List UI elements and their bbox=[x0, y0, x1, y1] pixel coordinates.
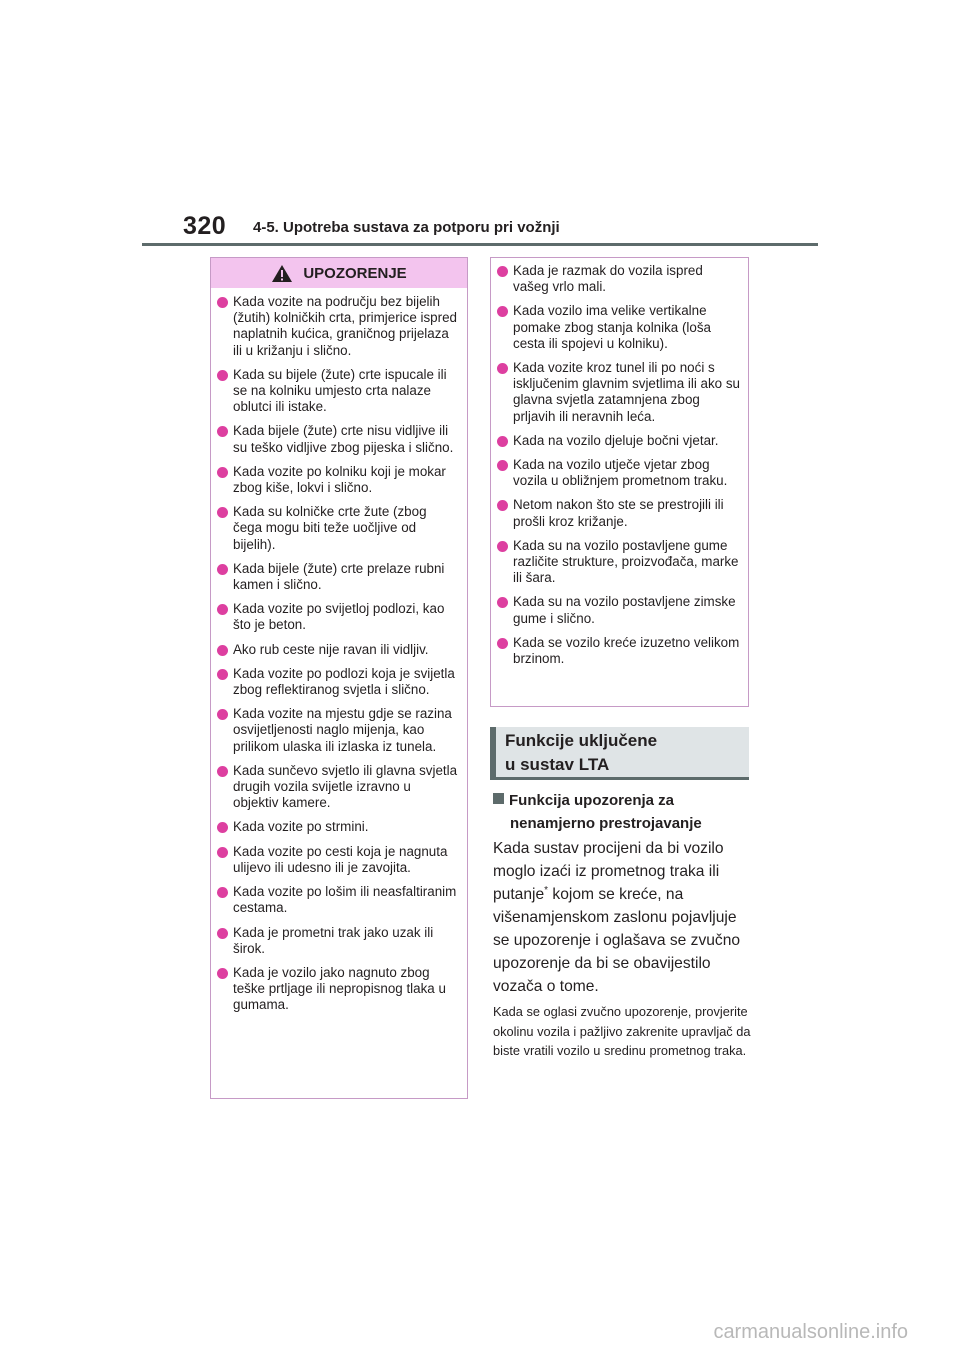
bullet-icon bbox=[497, 638, 508, 649]
bullet-icon bbox=[497, 460, 508, 471]
list-item: Kada vozite kroz tunel ili po noći s isključenim glavnim svjetlima ili ako su glavna svjetla zatamnjena zbog prljavih ili neravnih leća. bbox=[497, 360, 740, 425]
list-item: Kada je vozilo jako nagnuto zbog teške prtljage ili nepropisnog tlaka u gumama. bbox=[217, 965, 459, 1014]
list-item: Netom nakon što ste se prestrojili ili prošli kroz križanje. bbox=[497, 497, 740, 529]
bullet-icon bbox=[217, 426, 228, 437]
bullet-icon bbox=[217, 645, 228, 656]
list-item: Kada je prometni trak jako uzak ili širok. bbox=[217, 925, 459, 957]
section-title: 4-5. Upotreba sustava za potporu pri vožnji bbox=[253, 219, 560, 236]
warning-list bbox=[211, 288, 467, 1014]
list-item: Kada na vozilo utječe vjetar zbog vozila u obližnjem prometnom traku. bbox=[497, 457, 740, 489]
bullet-icon bbox=[497, 436, 508, 447]
bullet-icon bbox=[217, 564, 228, 575]
bullet-icon bbox=[217, 604, 228, 615]
square-bullet-icon bbox=[493, 793, 504, 804]
note-paragraph: Kada se oglasi zvučno upozorenje, provjerite okolinu vozila i pažljivo zakrenite upravljač da biste vratili vozilo u sredinu prometnog traka. bbox=[493, 1004, 751, 1058]
bullet-icon bbox=[217, 766, 228, 777]
bullet-icon bbox=[217, 467, 228, 478]
list-item: Kada vozite po svijetloj podlozi, kao što je beton. bbox=[217, 601, 459, 633]
bullet-icon bbox=[497, 266, 508, 277]
list-item: Kada se vozilo kreće izuzetno velikom brzinom. bbox=[497, 635, 740, 667]
body-paragraph: Kada sustav procijeni da bi vozilo moglo izaći iz prometnog traka ili putanje* kojom se kreće, na višenamjenskom zaslonu pojavljuje se upozorenje i oglašava se zvučno upozorenje da bi se obavijestilo vozača o tome. bbox=[493, 840, 741, 995]
sub-heading-line2: nenamjerno prestrojavanje bbox=[510, 815, 702, 832]
list-item: Ako rub ceste nije ravan ili vidljiv. bbox=[217, 642, 459, 658]
sub-heading bbox=[493, 789, 753, 835]
header-rule bbox=[142, 243, 818, 246]
list-item: Kada su bijele (žute) crte ispucale ili se na kolniku umjesto crta nalaze oblutci ili istake. bbox=[217, 367, 459, 416]
bullet-icon bbox=[217, 507, 228, 518]
footer-watermark: carmanualsonline.info bbox=[713, 1321, 908, 1343]
warning-list-continued bbox=[491, 258, 748, 667]
bullet-icon bbox=[217, 669, 228, 680]
bullet-icon bbox=[217, 297, 228, 308]
bullet-icon bbox=[497, 541, 508, 552]
warning-header bbox=[211, 258, 467, 288]
list-item: Kada su na vozilo postavljene gume različite strukture, proizvođača, marke ili šara. bbox=[497, 538, 740, 587]
warning-box-continued bbox=[490, 257, 749, 707]
bullet-icon bbox=[217, 968, 228, 979]
list-item: Kada vozite na području bez bijelih (žutih) kolničkih crta, primjerice ispred naplatnih kućica, graničnog prijelaza ili u križanju i slično. bbox=[217, 294, 459, 359]
list-item: Kada na vozilo djeluje bočni vjetar. bbox=[497, 433, 740, 449]
bullet-icon bbox=[217, 709, 228, 720]
list-item: Kada su na vozilo postavljene zimske gume i slično. bbox=[497, 594, 740, 626]
footnote-marker: * bbox=[544, 884, 549, 896]
bullet-icon bbox=[497, 363, 508, 374]
list-item: Kada vozite po podlozi koja je svijetla zbog reflektiranog svjetla i slično. bbox=[217, 666, 459, 698]
functions-heading bbox=[490, 727, 749, 780]
warning-box bbox=[210, 257, 468, 1099]
list-item: Kada bijele (žute) crte nisu vidljive ili su teško vidljive zbog pijeska i slično. bbox=[217, 423, 459, 455]
list-item: Kada su kolničke crte žute (zbog čega mogu biti teže uočljive od bijelih). bbox=[217, 504, 459, 553]
list-item: Kada sunčevo svjetlo ili glavna svjetla drugih vozila svijetle izravno u objektiv kamere. bbox=[217, 763, 459, 812]
bullet-icon bbox=[217, 928, 228, 939]
warning-triangle-icon bbox=[271, 264, 293, 283]
functions-heading-line2: u sustav LTA bbox=[505, 755, 610, 774]
bullet-icon bbox=[217, 822, 228, 833]
functions-heading-line1: Funkcije uključene bbox=[505, 731, 658, 750]
bullet-icon bbox=[497, 597, 508, 608]
list-item: Kada vozite po kolniku koji je mokar zbog kiše, lokvi i slično. bbox=[217, 464, 459, 496]
list-item: Kada vozite na mjestu gdje se razina osvijetljenosti naglo mijenja, kao prilikom ulaska ili izlaska iz tunela. bbox=[217, 706, 459, 755]
bullet-icon bbox=[217, 370, 228, 381]
sub-heading-line1: Funkcija upozorenja za bbox=[509, 792, 675, 809]
bullet-icon bbox=[497, 500, 508, 511]
page-number: 320 bbox=[183, 212, 227, 240]
list-item: Kada vozite po lošim ili neasfaltiranim cestama. bbox=[217, 884, 459, 916]
list-item: Kada vozite po cesti koja je nagnuta ulijevo ili udesno ili je zavojita. bbox=[217, 844, 459, 876]
list-item: Kada vozilo ima velike vertikalne pomake zbog stanja kolnika (loša cesta ili spojevi u kolniku). bbox=[497, 303, 740, 352]
list-item: Kada bijele (žute) crte prelaze rubni kamen i slično. bbox=[217, 561, 459, 593]
bullet-icon bbox=[497, 306, 508, 317]
list-item: Kada vozite po strmini. bbox=[217, 819, 459, 835]
bullet-icon bbox=[217, 847, 228, 858]
list-item: Kada je razmak do vozila ispred vašeg vrlo mali. bbox=[497, 263, 740, 295]
bullet-icon bbox=[217, 887, 228, 898]
warning-title: UPOZORENJE bbox=[303, 264, 407, 282]
